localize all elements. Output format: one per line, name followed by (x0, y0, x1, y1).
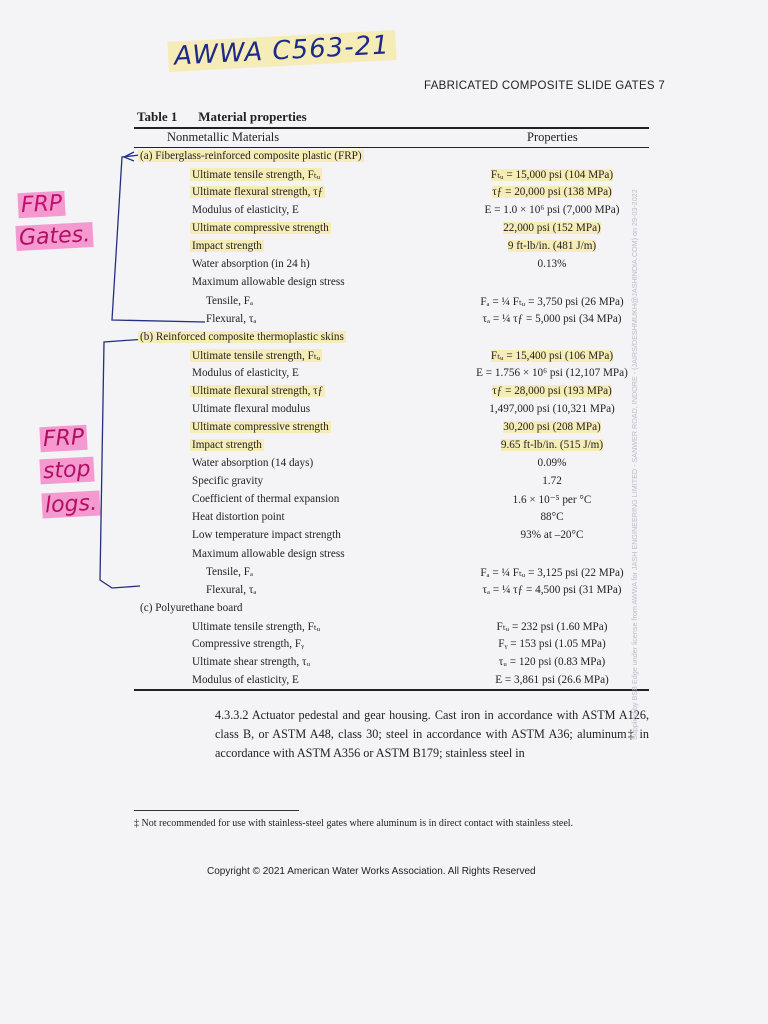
license-watermark: Supplied by BSB Edge under license from AWWA for JASH ENGINEERING LIMITED - SANWER ROAD, INDORE - (JAIRS/DESHMUKH@JASHINDIA.COM) on 29-03-2022 (630, 189, 639, 740)
table-row-label: Maximum allowable design stress (192, 276, 345, 289)
table-row-value (452, 204, 652, 216)
table-row-value (452, 421, 652, 433)
footnote-rule (134, 810, 299, 811)
table-row-value-text: 1.6 × 10⁻⁵ per °C (512, 494, 592, 507)
table-row-value-text: 9.65 ft-lb/in. (515 J/m) (500, 439, 604, 452)
table-row-value (452, 186, 652, 198)
table-row-value (452, 620, 652, 633)
table-row-label: Impact strength (192, 240, 262, 253)
table-row-value-text: E = 3,861 psi (26.6 MPa) (495, 674, 609, 687)
table-row-value (452, 529, 652, 541)
table-row-label: (b) Reinforced composite thermoplastic skins (140, 330, 344, 343)
table-row-value (452, 439, 652, 451)
table-row-value (452, 475, 652, 487)
table-row-label: (c) Polyurethane board (140, 601, 243, 614)
col-header-materials: Nonmetallic Materials (167, 130, 280, 144)
table-row-value (452, 493, 652, 506)
table-row-value (452, 313, 652, 325)
running-head: FABRICATED COMPOSITE SLIDE GATES 7 (424, 80, 666, 92)
table-row-value (452, 222, 652, 234)
handwritten-title: AWWA C563-21 (167, 30, 396, 72)
table-row-value-text: 30,200 psi (208 MPa) (503, 421, 601, 434)
table-row-value-text: E = 1.0 × 10⁶ psi (7,000 MPa) (484, 204, 620, 217)
table-row-value (452, 584, 652, 596)
table-row-value-text: Fₜᵤ = 232 psi (1.60 MPa) (496, 620, 608, 633)
table-row-value-text: Fₜᵤ = 15,000 psi (104 MPa) (490, 169, 614, 182)
bracket-b (100, 338, 160, 588)
table-row-value-text: Fₐ = ¼ Fₜᵤ = 3,750 psi (26 MPa) (480, 295, 624, 308)
table-header-rule (134, 147, 649, 148)
table-row-value-text: 9 ft-lb/in. (481 J/m) (507, 240, 597, 253)
note-stop-logs-line1: FRP (39, 425, 87, 452)
table-row-value-text: 0.09% (537, 457, 567, 470)
table-row-label: Tensile, Fₐ (206, 565, 254, 578)
table-title (137, 109, 307, 125)
table-row-value (452, 240, 652, 252)
table-row-value-text: τƒ = 20,000 psi (138 MPa) (492, 186, 612, 199)
table-row-value (452, 566, 652, 579)
table-row-value-text: 1.72 (542, 475, 562, 488)
table-bottom-rule (134, 689, 649, 691)
table-row-label: Water absorption (14 days) (192, 457, 314, 470)
table-row-label: Impact strength (192, 439, 262, 452)
table-row-label: Modulus of elasticity, E (192, 366, 299, 379)
table-row-value-text: 0.13% (537, 258, 567, 271)
table-row-value (452, 258, 652, 270)
table-row-value-text: Fₜᵤ = 15,400 psi (106 MPa) (490, 349, 614, 362)
table-row-value (452, 457, 652, 469)
table-row-label: Ultimate shear strength, τᵤ (192, 655, 311, 668)
table-row-label: Tensile, Fₐ (206, 294, 254, 307)
table-top-rule (134, 127, 649, 129)
note-frp-gates-line1: FRP (17, 191, 65, 218)
table-row-label: Flexural, τₐ (206, 583, 257, 596)
table-row-label: Heat distortion point (192, 511, 285, 524)
table-row-label: Ultimate compressive strength (192, 421, 329, 434)
table-label: Table 1 (137, 109, 178, 124)
table-row-value (452, 674, 652, 686)
table-row-value-text: τₐ = ¼ τƒ = 4,500 psi (31 MPa) (482, 583, 622, 596)
table-row-label: Ultimate tensile strength, Fₜᵤ (192, 169, 321, 182)
table-row-label: Modulus of elasticity, E (192, 204, 299, 217)
table-row-value-text: 22,000 psi (152 MPa) (503, 222, 601, 235)
table-row-label: Modulus of elasticity, E (192, 674, 299, 687)
table-row-label: Specific gravity (192, 475, 264, 488)
table-row-value-text: 88°C (540, 511, 564, 524)
footnote: ‡ Not recommended for use with stainless-steel gates where aluminum is in direct contact with stainless steel. (134, 818, 574, 829)
table-row-label: Ultimate tensile strength, Fₜᵤ (192, 349, 321, 362)
table-row-value-text: E = 1.756 × 10⁶ psi (12,107 MPa) (476, 366, 628, 379)
table-row-label: Compressive strength, Fᵧ (192, 637, 305, 650)
table-row-value (452, 656, 652, 668)
table-title-text: Material properties (198, 109, 307, 124)
table-row-label: Flexural, τₐ (206, 312, 257, 325)
note-stop-logs-line3: logs. (41, 490, 100, 518)
table-row-label: Water absorption (in 24 h) (192, 258, 310, 271)
table-row-value (452, 367, 652, 379)
table-row-value (452, 295, 652, 308)
table-row-value (452, 511, 652, 523)
table-row-label: Ultimate flexural modulus (192, 402, 311, 415)
table-row-value (452, 349, 652, 362)
table-row-label: Ultimate flexural strength, τƒ (192, 186, 324, 199)
table-row-value (452, 168, 652, 181)
copyright: Copyright © 2021 American Water Works Association. All Rights Reserved (207, 866, 536, 877)
table-row-label: Coefficient of thermal expansion (192, 493, 340, 506)
table-row-value (452, 385, 652, 397)
table-row-label: Maximum allowable design stress (192, 547, 345, 560)
table-row-value-text: Fᵧ = 153 psi (1.05 MPa) (498, 637, 606, 650)
col-header-properties: Properties (527, 130, 578, 144)
table-row-value (452, 403, 652, 415)
section-paragraph: 4.3.3.2 Actuator pedestal and gear housing. Cast iron in accordance with ASTM A126, class B, or ASTM A48, class 30; steel in accordance with ASTM A36; aluminum‡ in accordance with ASTM A356 or ASTM B179; stainless steel in (215, 708, 649, 760)
table-row-value-text: 93% at –20°C (520, 529, 584, 542)
note-stop-logs-line2: stop (39, 457, 94, 485)
table-row-label: (a) Fiberglass-reinforced composite plastic (FRP) (140, 150, 362, 162)
table-row-value-text: 1,497,000 psi (10,321 MPa) (489, 402, 615, 415)
table-row-value-text: Fₐ = ¼ Fₜᵤ = 3,125 psi (22 MPa) (480, 566, 624, 579)
table-row-value (452, 638, 652, 650)
table-row-value-text: τƒ = 28,000 psi (193 MPa) (492, 384, 612, 397)
table-row-value-text: τᵤ = 120 psi (0.83 MPa) (498, 655, 606, 668)
table-row-value-text: τₐ = ¼ τƒ = 5,000 psi (34 MPa) (482, 312, 622, 325)
table-row-label: Ultimate compressive strength (192, 222, 329, 235)
table-row-label: Low temperature impact strength (192, 529, 341, 542)
table-row-label: Ultimate flexural strength, τƒ (192, 384, 324, 397)
note-frp-gates-line2: Gates. (15, 222, 93, 251)
table-row-label: Ultimate tensile strength, Fₜᵤ (192, 620, 321, 633)
